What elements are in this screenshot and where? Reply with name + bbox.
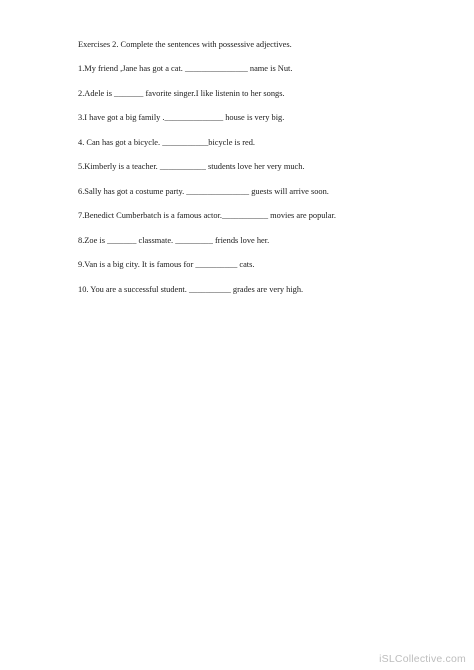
sentence-3: 3.I have got a big family .______________ house is very big. (78, 113, 285, 122)
sentence-10: 10. You are a successful student. __________ grades are very high. (78, 284, 304, 294)
sentence-2: 2.Adele is _______ favorite singer.I like listenin to her songs. (78, 88, 285, 98)
sentence-4: 4. Can has got a bicycle. ___________bicycle is red. (78, 137, 255, 147)
sentence-8: 8.Zoe is _______ classmate. _________ friends love her. (78, 235, 270, 245)
exercise-title: Exercises 2. Complete the sentences with possessive adjectives. (78, 40, 292, 49)
sentence-5: 5.Kimberly is a teacher. ___________ students love her very much. (78, 162, 305, 171)
sentence-6: 6.Sally has got a costume party. _______________ guests will arrive soon. (78, 186, 329, 196)
site-watermark: iSLCollective.com (379, 653, 466, 665)
sentence-9: 9.Van is a big city. It is famous for __________ cats. (78, 260, 255, 269)
worksheet-content (78, 40, 458, 309)
sentence-7: 7.Benedict Cumberbatch is a famous actor.___________ movies are popular. (78, 211, 336, 220)
sentence-1: 1.My friend ,Jane has got a cat. _______________ name is Nut. (78, 64, 293, 73)
